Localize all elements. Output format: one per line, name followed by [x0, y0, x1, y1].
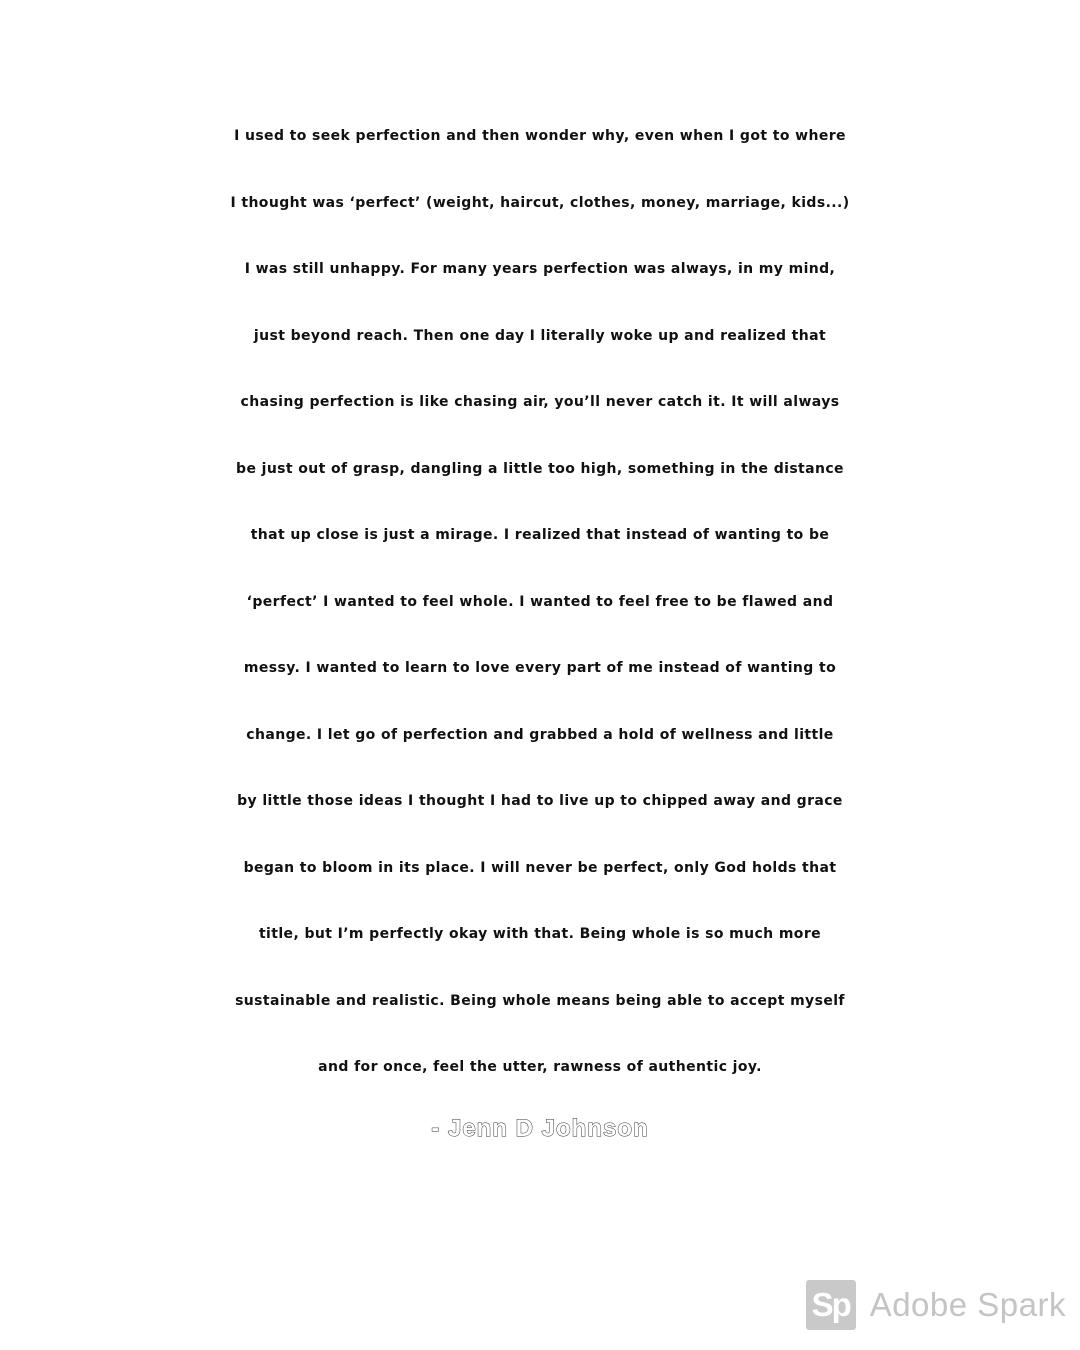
quote-line: messy. I wanted to learn to love every part of me instead of wanting to	[243, 660, 837, 676]
quote-line: I used to seek perfection and then wonder why, even when I got to where	[234, 128, 846, 144]
quote-attribution: - Jenn D Johnson	[431, 1115, 649, 1142]
watermark-brand-name: Adobe Spark	[869, 1286, 1066, 1323]
quote-line: title, but I’m perfectly okay with that. Being whole is so much more	[258, 926, 822, 942]
quote-line: sustainable and realistic. Being whole means being able to accept myself	[235, 992, 845, 1009]
quote-line: be just out of grasp, dangling a little too high, something in the distance	[236, 460, 844, 477]
adobe-spark-watermark	[806, 1280, 1066, 1330]
quote-line: ‘perfect’ I wanted to feel whole. I wanted to feel free to be flawed and	[246, 593, 834, 610]
quote-line: began to bloom in its place. I will never be perfect, only God holds that	[243, 859, 837, 876]
adobe-spark-logo-icon: Sp	[806, 1280, 856, 1330]
quote-line: I thought was ‘perfect’ (weight, haircut, clothes, money, marriage, kids...)	[230, 194, 850, 211]
quote-line: by little those ideas I thought I had to live up to chipped away and grace	[237, 793, 843, 809]
quote-line: that up close is just a mirage. I realized that instead of wanting to be	[250, 527, 830, 543]
quote-line: chasing perfection is like chasing air, you’ll never catch it. It will always	[240, 394, 840, 410]
quote-line: change. I let go of perfection and grabbed a hold of wellness and little	[246, 726, 834, 743]
quote-line: I was still unhappy. For many years perfection was always, in my mind,	[244, 261, 836, 277]
quote-text	[0, 103, 1080, 1101]
quote-line: just beyond reach. Then one day I literally woke up and realized that	[253, 327, 827, 344]
quote-line: and for once, feel the utter, rawness of authentic joy.	[318, 1059, 762, 1075]
